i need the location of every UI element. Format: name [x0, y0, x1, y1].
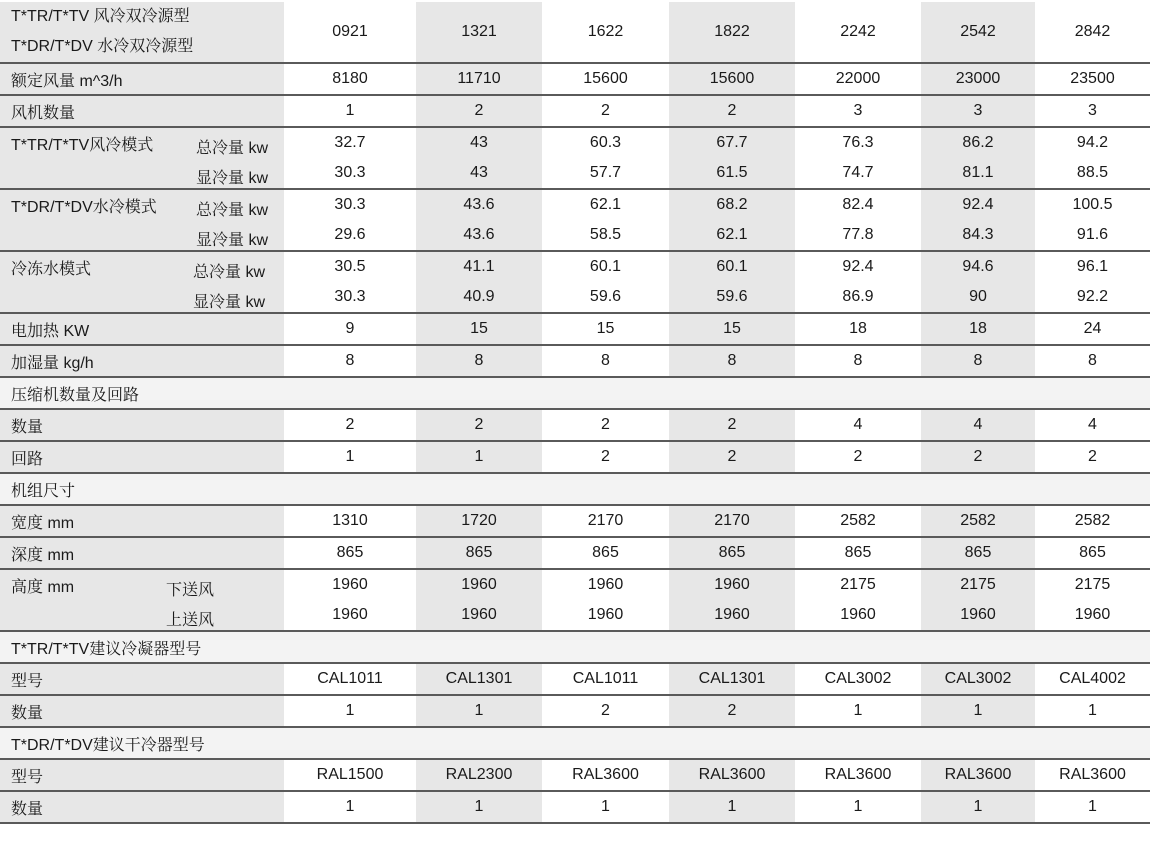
compressor-count-cell: 2	[669, 409, 795, 441]
circuits-cell: 1	[284, 441, 416, 473]
model-header-cell: 1622	[542, 2, 669, 63]
electric-heat-cell: 18	[921, 313, 1035, 345]
air-cooled-row-1	[0, 127, 1150, 158]
dimensions-section-title: 机组尺寸	[0, 473, 1150, 505]
water-cooled-b-cell: 43.6	[416, 220, 542, 251]
humidify-cell: 8	[542, 345, 669, 377]
height-label: 高度 mm	[11, 578, 75, 596]
water-cooled-a-cell: 68.2	[669, 189, 795, 220]
water-cooled-b-cell: 58.5	[542, 220, 669, 251]
electric-heat-cell: 15	[669, 313, 795, 345]
humidify-label: 加湿量 kg/h	[0, 345, 284, 377]
air-cooled-a-cell: 32.7	[284, 127, 416, 158]
compressor-count-cell: 2	[542, 409, 669, 441]
drycooler-qty-label: 数量	[0, 791, 284, 823]
compressor-count-cell: 2	[416, 409, 542, 441]
airflow-row	[0, 63, 1150, 95]
drycooler-model-cell: RAL3600	[795, 759, 921, 791]
air-cooled-b-cell: 30.3	[284, 158, 416, 189]
circuits-cell: 1	[416, 441, 542, 473]
condenser-qty-cell: 1	[921, 695, 1035, 727]
water-cooled-sub-label-2: 显冷量 kw	[196, 232, 269, 249]
air-cooled-a-cell: 76.3	[795, 127, 921, 158]
condenser-model-cell: CAL3002	[921, 663, 1035, 695]
header-label-cell	[0, 2, 284, 63]
height-b-cell: 1960	[284, 600, 416, 631]
drycooler-model-cell: RAL3600	[669, 759, 795, 791]
height-sub-label-2: 上送风	[166, 612, 215, 629]
water-cooled-label-cell	[0, 189, 284, 220]
water-cooled-b-cell: 84.3	[921, 220, 1035, 251]
height-a-cell: 2175	[1035, 569, 1150, 600]
compressor-section-title: 压缩机数量及回路	[0, 377, 1150, 409]
fan-count-label: 风机数量	[0, 95, 284, 127]
airflow-cell: 11710	[416, 63, 542, 95]
fan-count-cell: 3	[1035, 95, 1150, 127]
water-cooled-a-cell: 100.5	[1035, 189, 1150, 220]
condenser-model-cell: CAL4002	[1035, 663, 1150, 695]
water-cooled-a-cell: 92.4	[921, 189, 1035, 220]
height-b-cell: 1960	[416, 600, 542, 631]
water-cooled-row-2	[0, 220, 1150, 251]
depth-cell: 865	[1035, 537, 1150, 569]
model-header-cell: 2842	[1035, 2, 1150, 63]
condenser-qty-label: 数量	[0, 695, 284, 727]
chilled-water-a-cell: 96.1	[1035, 251, 1150, 282]
air-cooled-b-cell: 81.1	[921, 158, 1035, 189]
air-cooled-b-cell: 43	[416, 158, 542, 189]
chilled-water-b-cell: 40.9	[416, 282, 542, 313]
fan-count-cell: 1	[284, 95, 416, 127]
height-a-cell: 1960	[542, 569, 669, 600]
circuits-row	[0, 441, 1150, 473]
compressor-count-cell: 4	[921, 409, 1035, 441]
width-cell: 2582	[921, 505, 1035, 537]
height-a-cell: 1960	[416, 569, 542, 600]
drycooler-model-cell: RAL3600	[542, 759, 669, 791]
chilled-water-a-cell: 60.1	[542, 251, 669, 282]
width-cell: 1310	[284, 505, 416, 537]
water-cooled-row-1	[0, 189, 1150, 220]
condenser-section-row	[0, 631, 1150, 663]
width-cell: 2582	[795, 505, 921, 537]
compressor-section-row	[0, 377, 1150, 409]
condenser-model-row	[0, 663, 1150, 695]
drycooler-model-cell: RAL3600	[1035, 759, 1150, 791]
header-label-air: T*TR/T*TV 风冷双冷源型	[11, 8, 190, 25]
humidify-cell: 8	[1035, 345, 1150, 377]
condenser-qty-cell: 1	[416, 695, 542, 727]
height-row-1	[0, 569, 1150, 600]
chilled-water-a-cell: 94.6	[921, 251, 1035, 282]
chilled-water-a-cell: 30.5	[284, 251, 416, 282]
electric-heat-cell: 24	[1035, 313, 1150, 345]
condenser-model-cell: CAL1301	[669, 663, 795, 695]
circuits-label: 回路	[0, 441, 284, 473]
air-cooled-a-cell: 94.2	[1035, 127, 1150, 158]
model-header-cell: 0921	[284, 2, 416, 63]
air-cooled-b-cell: 74.7	[795, 158, 921, 189]
chilled-water-b-cell: 90	[921, 282, 1035, 313]
chilled-water-sub-cell	[0, 282, 284, 313]
fan-count-cell: 2	[669, 95, 795, 127]
chilled-water-a-cell: 41.1	[416, 251, 542, 282]
drycooler-qty-cell: 1	[795, 791, 921, 823]
condenser-qty-cell: 1	[284, 695, 416, 727]
condenser-qty-cell: 2	[542, 695, 669, 727]
circuits-cell: 2	[1035, 441, 1150, 473]
drycooler-qty-cell: 1	[284, 791, 416, 823]
condenser-model-cell: CAL1011	[542, 663, 669, 695]
chilled-water-b-cell: 86.9	[795, 282, 921, 313]
airflow-label: 额定风量 m^3/h	[0, 63, 284, 95]
air-cooled-b-cell: 57.7	[542, 158, 669, 189]
air-cooled-a-cell: 67.7	[669, 127, 795, 158]
height-a-cell: 2175	[795, 569, 921, 600]
drycooler-qty-row	[0, 791, 1150, 823]
chilled-water-row-1	[0, 251, 1150, 282]
drycooler-model-cell: RAL1500	[284, 759, 416, 791]
air-cooled-b-cell: 61.5	[669, 158, 795, 189]
drycooler-qty-cell: 1	[669, 791, 795, 823]
airflow-cell: 22000	[795, 63, 921, 95]
circuits-cell: 2	[795, 441, 921, 473]
water-cooled-label: T*DR/T*DV水冷模式	[11, 198, 157, 216]
condenser-model-cell: CAL1301	[416, 663, 542, 695]
chilled-water-b-cell: 92.2	[1035, 282, 1150, 313]
width-cell: 2170	[542, 505, 669, 537]
airflow-cell: 23000	[921, 63, 1035, 95]
height-b-cell: 1960	[1035, 600, 1150, 631]
depth-cell: 865	[669, 537, 795, 569]
airflow-cell: 15600	[542, 63, 669, 95]
fan-count-cell: 2	[416, 95, 542, 127]
chilled-water-b-cell: 30.3	[284, 282, 416, 313]
circuits-cell: 2	[921, 441, 1035, 473]
electric-heat-cell: 9	[284, 313, 416, 345]
water-cooled-sub-label-1: 总冷量 kw	[196, 202, 269, 219]
electric-heat-cell: 15	[542, 313, 669, 345]
condenser-model-cell: CAL3002	[795, 663, 921, 695]
fan-count-cell: 2	[542, 95, 669, 127]
width-cell: 1720	[416, 505, 542, 537]
drycooler-qty-cell: 1	[921, 791, 1035, 823]
water-cooled-b-cell: 77.8	[795, 220, 921, 251]
height-b-cell: 1960	[669, 600, 795, 631]
model-header-cell: 2542	[921, 2, 1035, 63]
fan-count-cell: 3	[921, 95, 1035, 127]
condenser-qty-cell: 1	[795, 695, 921, 727]
compressor-count-cell: 4	[795, 409, 921, 441]
water-cooled-sub-cell	[0, 220, 284, 251]
height-b-cell: 1960	[542, 600, 669, 631]
water-cooled-a-cell: 62.1	[542, 189, 669, 220]
humidify-row	[0, 345, 1150, 377]
water-cooled-a-cell: 43.6	[416, 189, 542, 220]
drycooler-section-title: T*DR/T*DV建议干冷器型号	[0, 727, 1150, 759]
depth-row	[0, 537, 1150, 569]
humidify-cell: 8	[795, 345, 921, 377]
drycooler-model-label: 型号	[0, 759, 284, 791]
humidify-cell: 8	[284, 345, 416, 377]
circuits-cell: 2	[669, 441, 795, 473]
depth-cell: 865	[795, 537, 921, 569]
height-row-2	[0, 600, 1150, 631]
dimensions-section-row	[0, 473, 1150, 505]
height-a-cell: 1960	[284, 569, 416, 600]
drycooler-model-cell: RAL2300	[416, 759, 542, 791]
chilled-water-sub-label-1: 总冷量 kw	[193, 264, 266, 281]
fan-count-row	[0, 95, 1150, 127]
airflow-cell: 23500	[1035, 63, 1150, 95]
chilled-water-a-cell: 60.1	[669, 251, 795, 282]
drycooler-qty-cell: 1	[542, 791, 669, 823]
circuits-cell: 2	[542, 441, 669, 473]
drycooler-model-row	[0, 759, 1150, 791]
depth-cell: 865	[416, 537, 542, 569]
compressor-count-label: 数量	[0, 409, 284, 441]
drycooler-qty-cell: 1	[1035, 791, 1150, 823]
header-label-water: T*DR/T*DV 水冷双冷源型	[11, 38, 194, 55]
condenser-model-label: 型号	[0, 663, 284, 695]
depth-cell: 865	[921, 537, 1035, 569]
chilled-water-label: 冷冻水模式	[11, 260, 92, 278]
compressor-count-row	[0, 409, 1150, 441]
compressor-count-cell: 4	[1035, 409, 1150, 441]
water-cooled-a-cell: 30.3	[284, 189, 416, 220]
airflow-cell: 8180	[284, 63, 416, 95]
air-cooled-a-cell: 86.2	[921, 127, 1035, 158]
height-sub-label-1: 下送风	[166, 582, 215, 599]
chilled-water-label-cell	[0, 251, 284, 282]
air-cooled-label-cell	[0, 127, 284, 158]
height-b-cell: 1960	[795, 600, 921, 631]
chilled-water-sub-label-2: 显冷量 kw	[193, 294, 266, 311]
header-row	[0, 2, 1150, 63]
spec-table	[0, 2, 1150, 824]
height-a-cell: 1960	[669, 569, 795, 600]
width-row	[0, 505, 1150, 537]
condenser-qty-cell: 2	[669, 695, 795, 727]
width-label: 宽度 mm	[0, 505, 284, 537]
chilled-water-b-cell: 59.6	[669, 282, 795, 313]
height-b-cell: 1960	[921, 600, 1035, 631]
air-cooled-row-2	[0, 158, 1150, 189]
condenser-qty-row	[0, 695, 1150, 727]
width-cell: 2582	[1035, 505, 1150, 537]
water-cooled-b-cell: 91.6	[1035, 220, 1150, 251]
humidify-cell: 8	[416, 345, 542, 377]
air-cooled-a-cell: 43	[416, 127, 542, 158]
depth-cell: 865	[284, 537, 416, 569]
electric-heat-cell: 15	[416, 313, 542, 345]
air-cooled-a-cell: 60.3	[542, 127, 669, 158]
electric-heat-label: 电加热 KW	[0, 313, 284, 345]
air-cooled-label: T*TR/T*TV风冷模式	[11, 136, 154, 154]
model-header-cell: 1822	[669, 2, 795, 63]
water-cooled-b-cell: 29.6	[284, 220, 416, 251]
water-cooled-b-cell: 62.1	[669, 220, 795, 251]
fan-count-cell: 3	[795, 95, 921, 127]
height-label-cell	[0, 569, 284, 600]
chilled-water-a-cell: 92.4	[795, 251, 921, 282]
condenser-model-cell: CAL1011	[284, 663, 416, 695]
model-header-cell: 1321	[416, 2, 542, 63]
width-cell: 2170	[669, 505, 795, 537]
air-cooled-sub-cell	[0, 158, 284, 189]
electric-heat-cell: 18	[795, 313, 921, 345]
compressor-count-cell: 2	[284, 409, 416, 441]
condenser-section-title: T*TR/T*TV建议冷凝器型号	[0, 631, 1150, 663]
drycooler-model-cell: RAL3600	[921, 759, 1035, 791]
height-a-cell: 2175	[921, 569, 1035, 600]
humidify-cell: 8	[921, 345, 1035, 377]
airflow-cell: 15600	[669, 63, 795, 95]
height-sub-cell	[0, 600, 284, 631]
drycooler-qty-cell: 1	[416, 791, 542, 823]
condenser-qty-cell: 1	[1035, 695, 1150, 727]
model-header-cell: 2242	[795, 2, 921, 63]
chilled-water-row-2	[0, 282, 1150, 313]
depth-cell: 865	[542, 537, 669, 569]
water-cooled-a-cell: 82.4	[795, 189, 921, 220]
air-cooled-b-cell: 88.5	[1035, 158, 1150, 189]
depth-label: 深度 mm	[0, 537, 284, 569]
electric-heat-row	[0, 313, 1150, 345]
humidify-cell: 8	[669, 345, 795, 377]
air-cooled-sub-label-2: 显冷量 kw	[196, 170, 269, 187]
air-cooled-sub-label-1: 总冷量 kw	[196, 140, 269, 157]
drycooler-section-row	[0, 727, 1150, 759]
chilled-water-b-cell: 59.6	[542, 282, 669, 313]
